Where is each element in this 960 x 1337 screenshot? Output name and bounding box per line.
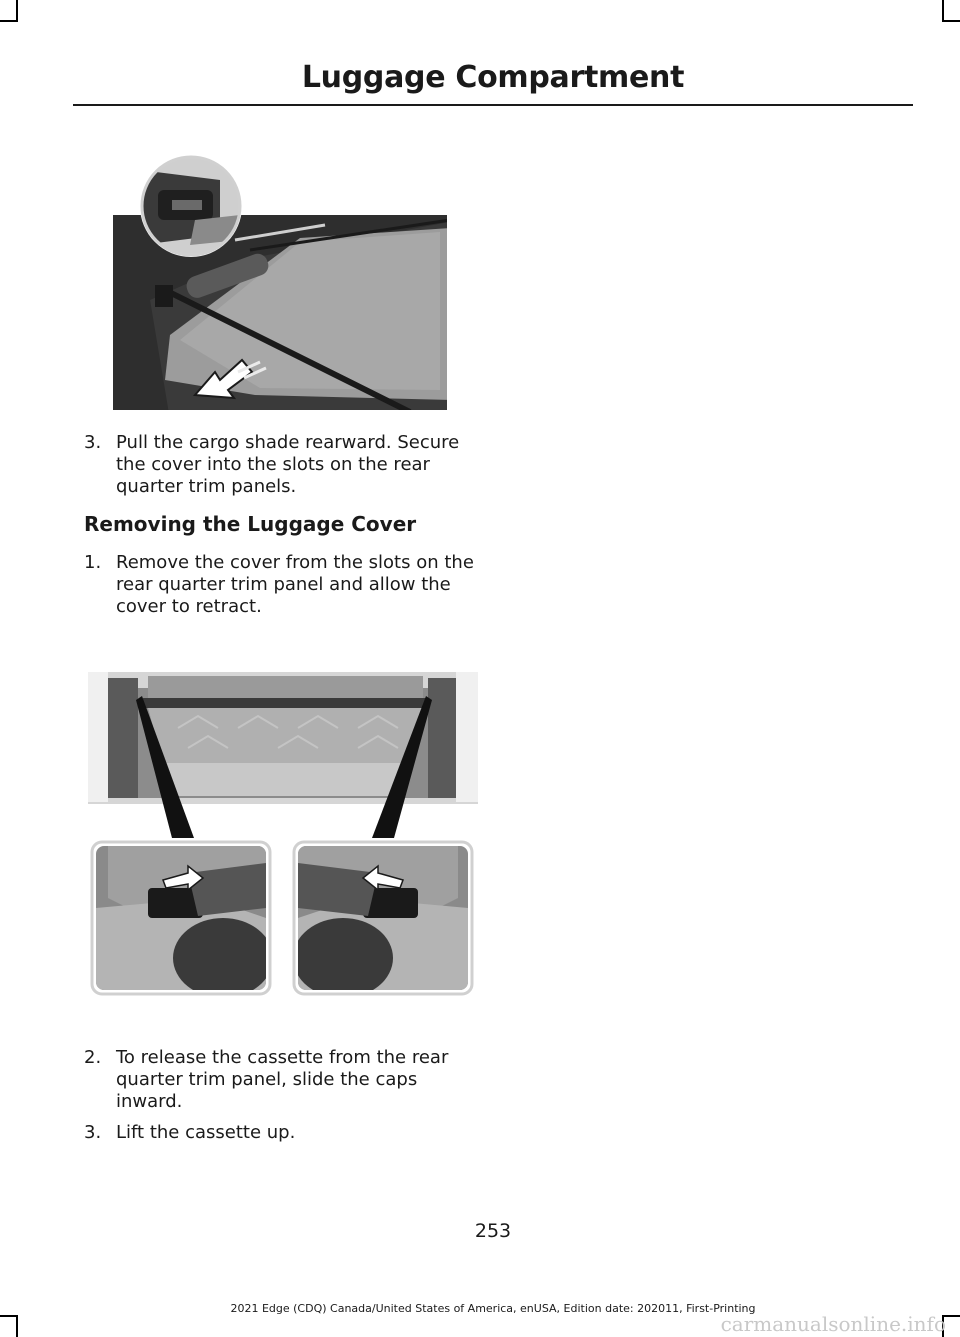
section-heading: Removing the Luggage Cover xyxy=(84,512,417,536)
step-text: Pull the cargo shade rearward. Secure the cover into the slots on the rear quarter trim panels. xyxy=(116,432,460,497)
step-number: 2. xyxy=(84,1047,102,1068)
header-rule xyxy=(73,104,913,106)
crop-mark xyxy=(942,20,960,22)
footer-text: 2021 Edge (CDQ) Canada/United States of America, enUSA, Edition date: 202011, First-Printing xyxy=(230,1302,756,1315)
page-number: 253 xyxy=(474,1220,512,1242)
page-title: Luggage Compartment xyxy=(301,60,685,95)
cargo-shade-pull-illustration xyxy=(110,150,450,415)
crop-mark xyxy=(16,1315,18,1337)
crop-mark xyxy=(16,0,18,22)
crop-mark xyxy=(0,1315,18,1317)
watermark: carmanualsonline.info xyxy=(720,1312,946,1336)
cassette-release-illustration xyxy=(88,668,478,998)
step-text: To release the cassette from the rear quarter trim panel, slide the caps inward. xyxy=(116,1047,449,1112)
step-text: Lift the cassette up. xyxy=(116,1122,296,1143)
step-number: 1. xyxy=(84,552,102,573)
step-text: Remove the cover from the slots on the rear quarter trim panel and allow the cover to retract. xyxy=(116,552,474,617)
list-item xyxy=(84,552,484,618)
list-item xyxy=(84,432,484,498)
crop-mark xyxy=(942,0,944,22)
step-number: 3. xyxy=(84,1122,102,1143)
step-number: 3. xyxy=(84,432,102,453)
list-item xyxy=(84,1047,484,1113)
list-item xyxy=(84,1122,484,1144)
crop-mark xyxy=(0,20,18,22)
